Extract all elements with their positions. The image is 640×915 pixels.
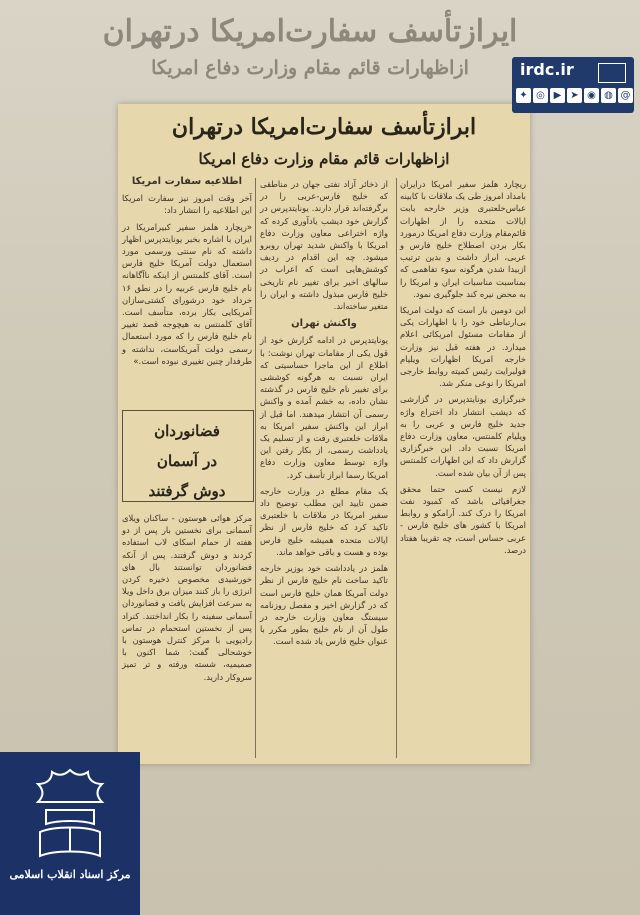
section-heading: واکنش تهران: [291, 318, 357, 330]
paragraph: یونایتدپرس در ادامه گزارش خود از قول یکی از مقامات تهران نوشت: با اطلاع از این ماجرا حساسیتی که ایران نسبت به هرگونه کوششی برای تغییر نام خلیج فارس در گذشته نشان داده، به خشم آمده و واکنش رسمی آن انتشار میدهند. اما قبل از ابراز این واکنش سفیر امریکا به ملاقات خلعتبری رفت و از تسلیم یک یادداشت رسمی، از بکار رفتن این واژه توسط معاون وزارت دفاع امریکا رسما ابراز تأسف کرد.: [260, 335, 388, 480]
paragraph: از ذخائر آزاد نفتی جهان در مناطقی که خلیج فارس-عربی را در برگرفته‌اند قرار دارند. یونایتدپرس در گزارش خود دیشب یادآوری کرده که واژه اختراعی معاون وزارت دفاع امریکا با واکنش شدید تهران روبرو میشود. چه این اقدام در ردیف کوشش‌هایی است که اعراب در سالهای اخیر برای تغییر نام تاریخی خلیج فارس مبذول داشته و ایران را متغیر ساخته‌اند.: [260, 179, 388, 312]
background-headline: ایرازتأسف سفارت‌امریکا درتهران: [102, 14, 518, 49]
institution-name: مرکز اسناد انقلاب اسلامی: [9, 868, 131, 881]
column-right: [400, 178, 526, 758]
chat-icon[interactable]: ◍: [601, 88, 616, 103]
section-heading: اطلاعیه سفارت امریکا: [131, 176, 243, 187]
logo-mark-icon: [598, 63, 626, 83]
institution-emblem: [0, 752, 140, 915]
paragraph: یک مقام مطلع در وزارت خارجه ضمن تایید این مطلب توضیح داد سفیر امریکا در ملاقات با خلعتبری تاکید کرد که خلیج فارس از نظر ایالات متحده همیشه خلیج فارس بوده و هست و باقی خواهد ماند.: [260, 485, 388, 557]
site-name: irdc.ir: [520, 60, 574, 79]
social-icons: [516, 88, 633, 103]
column-divider: [255, 178, 256, 758]
twitter-icon[interactable]: ✦: [516, 88, 531, 103]
background-headline-block: [95, 10, 525, 82]
paragraph: «ریچارد هلمز سفیر کبیرامریکا در ایران با اشاره بخبر یونایتدپرس اظهار داشته که نام سنتی ورسمی مورد استعمال دولت آمریکا خلیج فارس است. آقای کلمنتس از اینکه ناآگاهانه نام خلیج فارس عربیه را در نطق ۱۶ خرداد خود درشورای کشتی‌سازان آمریکایی بکار برده، متأسف است. آقای کلمنتس به هیچوجه قصد تغییر نام خلیج فارس را که مورد استعمال رسمی دولت آمریکاست، نداشته و طرفدار چنین تغییری نبوده است.»: [122, 221, 252, 366]
paragraph: هلمز در یادداشت خود بوزیر خارجه تاکید ساخت نام خلیج فارس از نظر دولت آمریکا همان خلیج فارس است که در گزارش اخیر و مفصل روزنامه سیستگ معاون وزارت خارجه در طول آن از نام خلیج بطور مکرر با عنوان خلیج فارس یاد شده است.: [260, 563, 388, 647]
title-line: فضانوردان: [154, 422, 220, 440]
podcast-icon[interactable]: ◉: [584, 88, 599, 103]
background-subheadline: ازاظهارات قائم مقام وزارت دفاع امریکا: [151, 57, 469, 79]
irdc-logo[interactable]: [512, 57, 634, 113]
sidebar-story-title: [122, 416, 252, 506]
paragraph: خبرگزاری یونایتدپرس در گزارشی که دیشب انتشار داد اختراع واژه جدید خلیج فارس و عربی را به ویلیام کلمنتس، معاون وزارت دفاع امریکا نسبت داد. این خبرگزاری گزارش داد که این اظهارات کلمنتس پس از آن بیان شده است.: [400, 394, 526, 478]
email-icon[interactable]: @: [618, 88, 633, 103]
video-icon[interactable]: ▶: [550, 88, 565, 103]
title-line: در آسمان: [156, 452, 218, 470]
background-text-left: [8, 130, 114, 730]
paragraph: مرکز هوائی هوستون - ساکنان ویلای آسمانی برای نخستین بار پس از دو هفته از حمام اسکای لاب استفاده کردند و دوش گرفتند. پس از آنکه فضانوردان توانستند بال های خورشیدی مخصوص ذخیره کردن انرژی را باز کنند میزان برق داخل ویلا به سرعت افزایش یافت و فضانوردان آسمانی سفینه را بکار انداختند. کنراد پس از نخستین استحمام در تماس رادیویی با مرکز کنترل هوستون با خوشحالی گفت: شما اکنون با صمیمیه، شسته ورفته و تر تمیز سروکار دارید.: [122, 513, 252, 682]
column-divider: [396, 178, 397, 758]
paragraph: این دومین بار است که دولت امریکا بی‌ارتباطی خود را با اظهارات یکی از مقامات مسئول امریکائی اعلام میدارد. در هفته قبل نیز وزارت خارجه امریکا اظهارات ویلیام فولبرایت رئیس کمیته روابط خارجی امریکا را نوعی منکر شد.: [400, 305, 526, 389]
title-line: دوش گرفتند: [148, 482, 226, 500]
paragraph: ریچارد هلمز سفیر امریکا درایران بامداد امروز طی یک ملاقات با کابینه عباس‌خلعتبری وزیر خارجه بابت ایالات متحده را از اظهارات قائم‌مقام وزارت دفاع امریکا درمورد بکار بردن اصطلاح خلیج فارس و عربی، ابراز داشت و بدین ترتیب ازبیدا شدن هرگونه سوء تفاهمی که بمناسبت مناسبات ایران و امریکا را به محض نیره کند جلوگیری نمود.: [399, 179, 526, 299]
column-left: [122, 176, 252, 406]
paragraph: آخر وقت امروز نیز سفارت امریکا این اطلاعیه را انتشار داد:: [122, 193, 252, 216]
paragraph: لازم نیست کسی حتما محقق جغرافیائی باشد که کمبود نفت امریکا را درک کند. آرامکو و روابط امریکا با کشور های خلیج فارس - عربی حساس است، چه تقریبا هفتاد درصد.: [400, 483, 526, 555]
news-clipping: [118, 104, 530, 764]
telegram-icon[interactable]: ➤: [567, 88, 582, 103]
column-middle: [260, 178, 388, 758]
background-text-right: [535, 130, 635, 730]
clipping-headline: ابرازتأسف سفارت‌امریکا درتهران: [171, 114, 477, 140]
instagram-icon[interactable]: ◎: [533, 88, 548, 103]
emblem-icon: [32, 766, 108, 862]
sidebar-story-body: [122, 512, 252, 760]
clipping-subheadline: ازاظهارات قائم مقام وزارت دفاع امریکا: [198, 150, 450, 168]
